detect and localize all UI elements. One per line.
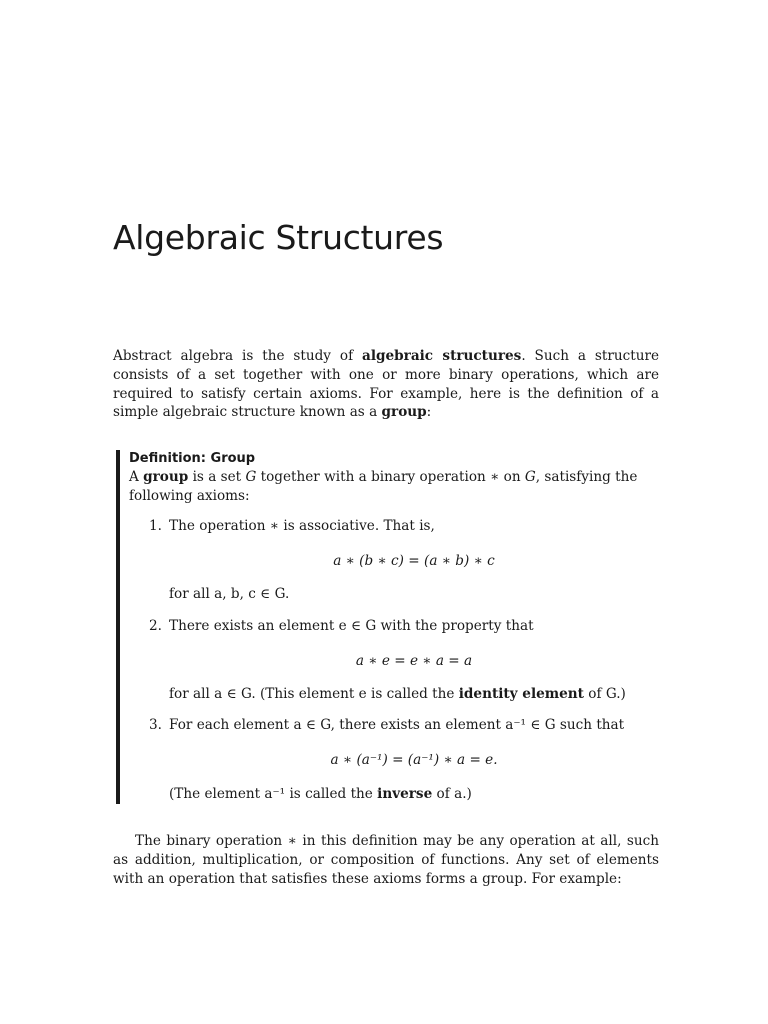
definition-box <box>116 450 665 804</box>
axiom-text: For each element a ∈ G, there exists an element a⁻¹ ∈ G such that <box>169 717 625 733</box>
definition-text: , satisfying the following axioms: <box>129 469 638 504</box>
intro-text: Abstract algebra is the study of <box>113 348 363 364</box>
axiom-condition-text: (The element a⁻¹ is called the <box>169 786 378 802</box>
math-symbol: G <box>245 469 257 485</box>
equation-identity: a ∗ e = e ∗ a = a <box>355 653 473 669</box>
axiom-condition-text: for all a ∈ G. (This element e is called the <box>169 686 459 702</box>
axiom-text: The operation ∗ is associative. That is, <box>169 518 435 534</box>
equation-associativity: a ∗ (b ∗ c) = (a ∗ b) ∗ c <box>333 553 495 569</box>
axiom-text: There exists an element e ∈ G with the property that <box>169 618 534 634</box>
list-number: 1. <box>149 518 162 534</box>
term-group: group <box>143 469 189 485</box>
intro-text: . Such a structure consists of a set together with one or more binary operations, which are required to satisfy certain axioms. For example, here is the definition of a simple algebraic structure known as a <box>113 348 660 421</box>
definition-lead <box>129 468 662 506</box>
definition-text: is a set <box>188 469 246 485</box>
axiom-condition-text: of a.) <box>432 786 472 802</box>
math-symbol: G <box>524 469 536 485</box>
definition-text: A <box>129 469 144 485</box>
definition-text: together with a binary operation ∗ on <box>256 469 525 485</box>
list-number: 2. <box>149 618 162 634</box>
axiom-condition <box>169 785 659 804</box>
term-algebraic-structures: algebraic structures <box>362 348 522 364</box>
closing-paragraph: The binary operation ∗ in this definition may be any operation at all, such as addition, multiplication, or composition of functions. Any set of elements with an operation that satisfies these axioms forms a group. For example: <box>113 833 659 887</box>
intro-text: : <box>426 404 432 421</box>
axiom-condition <box>169 685 659 704</box>
axiom-condition: for all a, b, c ∈ G. <box>169 586 290 602</box>
term-group: group <box>381 404 427 421</box>
equation-inverse: a ∗ (a⁻¹) = (a⁻¹) ∗ a = e. <box>330 752 498 768</box>
axiom-condition-text: of G.) <box>583 686 626 702</box>
list-number: 3. <box>149 717 162 733</box>
term-identity-element: identity element <box>458 686 584 702</box>
intro-paragraph <box>113 347 659 422</box>
page-title: Algebraic Structures <box>113 218 444 257</box>
term-inverse: inverse <box>377 786 433 802</box>
definition-heading: Definition: Group <box>129 451 256 466</box>
